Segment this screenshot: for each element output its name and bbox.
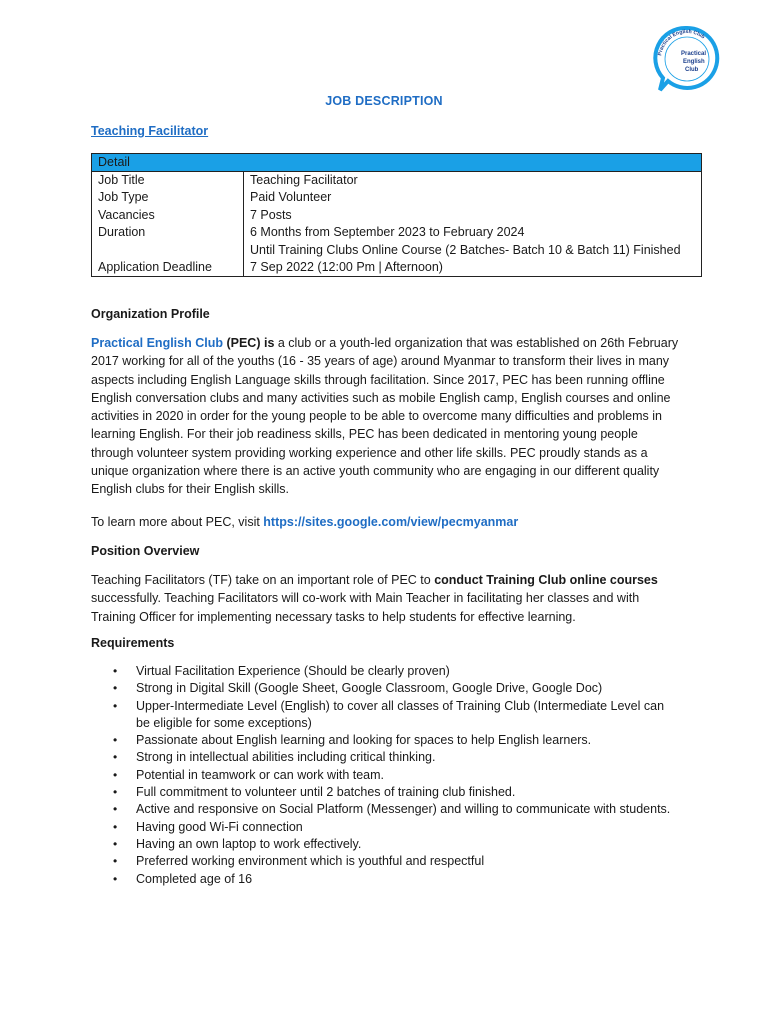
- org-abbr: (PEC) is: [226, 336, 275, 350]
- detail-value: 7 Posts: [250, 207, 292, 222]
- pec-logo-icon: [646, 24, 728, 94]
- list-item: • Virtual Facilitation Experience (Should be clearly proven): [91, 663, 681, 680]
- detail-label-text: Application Deadline: [98, 259, 212, 274]
- position-text-2: successfully. Teaching Facilitators will co-work with Main Teacher in facilitating her classes and with Training Officer for implementing necessary tasks to help students for effective learning.: [91, 591, 640, 624]
- document-title: JOB DESCRIPTION: [325, 94, 443, 108]
- position-paragraph: [91, 571, 681, 626]
- position-text-1: Teaching Facilitators (TF) take on an important role of PEC to: [91, 573, 435, 587]
- pec-website-link[interactable]: https://sites.google.com/view/pecmyanmar: [263, 515, 519, 529]
- job-title-link[interactable]: Teaching Facilitator: [91, 124, 209, 138]
- list-item: • Potential in teamwork or can work with team.: [91, 767, 681, 784]
- org-paragraph: [91, 334, 681, 499]
- detail-values-column: [244, 172, 701, 276]
- requirements-list: [91, 663, 681, 888]
- org-text: a club or a youth-led organization that was established on 26th February 2017 working for all of the youths (16 - 35 years of age) around Myanmar to transform their lives in many aspects including English Language skills through facilitation. Since 2017, PEC has been running offline English conversation clubs and many activities such as mobile English camp, English courses and online activities in 2020 in order for the young people to be able to overcome many difficulties and problems in learning English. For their job readiness skills, PEC has been dedicated in mentoring young people through volunteer system providing working experience and other life skills. PEC proudly stands as a unique organization where there is an active youth community who are engaging in our different quality English clubs for their English skills.: [91, 336, 679, 497]
- list-item: • Strong in intellectual abilities including critical thinking.: [91, 749, 681, 766]
- requirements-list-wrap: [91, 663, 681, 888]
- detail-label: Job Title: [98, 173, 145, 187]
- learn-more-line: [91, 513, 681, 531]
- requirements-heading: Requirements: [91, 636, 175, 650]
- logo-line-2: English: [683, 59, 705, 65]
- detail-table-body: [92, 172, 701, 276]
- svg-text:Club: [685, 67, 699, 73]
- detail-table: [91, 153, 702, 277]
- org-name: Practical English Club: [91, 336, 223, 350]
- detail-value: Until Training Clubs Online Course (2 Batches- Batch 10 & Batch 11) Finished: [250, 242, 681, 257]
- list-item: • Active and responsive on Social Platform (Messenger) and willing to communicate with students.: [91, 801, 681, 818]
- learn-more-prefix: To learn more about PEC, visit: [91, 515, 264, 529]
- position-heading: Position Overview: [91, 544, 200, 558]
- detail-label: Duration: [98, 225, 146, 240]
- list-item: • Full commitment to volunteer until 2 batches of training club finished.: [91, 784, 681, 801]
- svg-text:English: [683, 59, 705, 65]
- list-item: • Preferred working environment which is youthful and respectful: [91, 853, 681, 870]
- logo-line-1: Practical: [681, 51, 707, 57]
- position-bold: conduct Training Club online courses: [434, 573, 658, 587]
- list-item: • Having good Wi-Fi connection: [91, 819, 681, 836]
- list-item: • Upper-Intermediate Level (English) to cover all classes of Training Club (Intermediate Level can be eligible for some exceptions): [91, 698, 681, 733]
- list-item: • Passionate about English learning and looking for spaces to help English learners.: [91, 732, 681, 749]
- logo-line-3: Club: [685, 67, 699, 73]
- svg-text:Practical: [681, 51, 706, 57]
- detail-label: Job Type: [98, 190, 149, 205]
- detail-value: 7 Sep 2022 (12:00 Pm | Afternoon): [250, 259, 443, 274]
- list-item: • Completed age of 16: [91, 871, 681, 888]
- detail-value: 6 Months from September 2023 to February 2024: [250, 225, 525, 240]
- detail-labels-column: [92, 172, 244, 276]
- list-item: • Having an own laptop to work effectively.: [91, 836, 681, 853]
- pec-logo: [646, 24, 728, 94]
- logo-ring-text: Practical English Club: [657, 28, 706, 57]
- detail-value: Teaching Facilitator: [250, 173, 358, 187]
- detail-label: [98, 242, 237, 277]
- detail-value: Paid Volunteer: [250, 190, 332, 205]
- detail-label: Vacancies: [98, 207, 155, 222]
- org-heading: Organization Profile: [91, 307, 210, 321]
- list-item: • Strong in Digital Skill (Google Sheet, Google Classroom, Google Drive, Google Doc): [91, 680, 681, 697]
- detail-table-header: Detail: [92, 154, 701, 172]
